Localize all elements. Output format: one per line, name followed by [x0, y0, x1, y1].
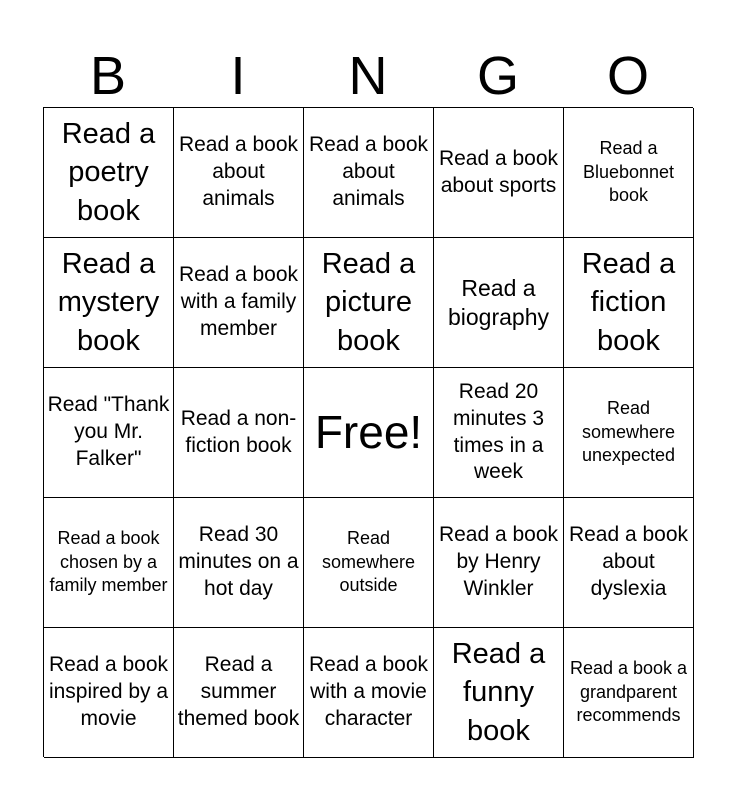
- header-letter-i: I: [230, 46, 246, 106]
- bingo-cell[interactable]: Read a book about animals: [174, 108, 304, 238]
- bingo-cell[interactable]: Read a book by Henry Winkler: [434, 498, 564, 628]
- bingo-cell[interactable]: Read a poetry book: [44, 108, 174, 238]
- bingo-cell[interactable]: Read a funny book: [434, 628, 564, 758]
- bingo-cell[interactable]: Read somewhere unexpected: [564, 368, 694, 498]
- header-letter-o: O: [606, 46, 649, 106]
- bingo-cell[interactable]: Read a book inspired by a movie: [44, 628, 174, 758]
- header-letter-b: B: [89, 46, 127, 106]
- bingo-cell[interactable]: Read somewhere outside: [304, 498, 434, 628]
- bingo-cell[interactable]: Read 30 minutes on a hot day: [174, 498, 304, 628]
- bingo-cell-free-space[interactable]: Free!: [304, 368, 434, 498]
- bingo-header: [43, 46, 693, 106]
- bingo-cell[interactable]: Read "Thank you Mr. Falker": [44, 368, 174, 498]
- bingo-cell[interactable]: Read a non-fiction book: [174, 368, 304, 498]
- bingo-cell[interactable]: Read a book with a movie character: [304, 628, 434, 758]
- bingo-cell[interactable]: Read a biography: [434, 238, 564, 368]
- bingo-cell[interactable]: Read a Bluebonnet book: [564, 108, 694, 238]
- bingo-cell[interactable]: Read a book about sports: [434, 108, 564, 238]
- bingo-card-grid: [43, 107, 693, 757]
- bingo-cell[interactable]: Read a summer themed book: [174, 628, 304, 758]
- bingo-cell[interactable]: Read 20 minutes 3 times in a week: [434, 368, 564, 498]
- bingo-cell[interactable]: Read a book about animals: [304, 108, 434, 238]
- bingo-cell[interactable]: Read a book about dyslexia: [564, 498, 694, 628]
- bingo-cell[interactable]: Read a book a grandparent recommends: [564, 628, 694, 758]
- header-letter-g: G: [476, 46, 519, 106]
- bingo-cell[interactable]: Read a mystery book: [44, 238, 174, 368]
- header-letter-n: N: [348, 46, 388, 106]
- bingo-cell[interactable]: Read a book with a family member: [174, 238, 304, 368]
- bingo-cell[interactable]: Read a book chosen by a family member: [44, 498, 174, 628]
- bingo-cell[interactable]: Read a fiction book: [564, 238, 694, 368]
- bingo-cell[interactable]: Read a picture book: [304, 238, 434, 368]
